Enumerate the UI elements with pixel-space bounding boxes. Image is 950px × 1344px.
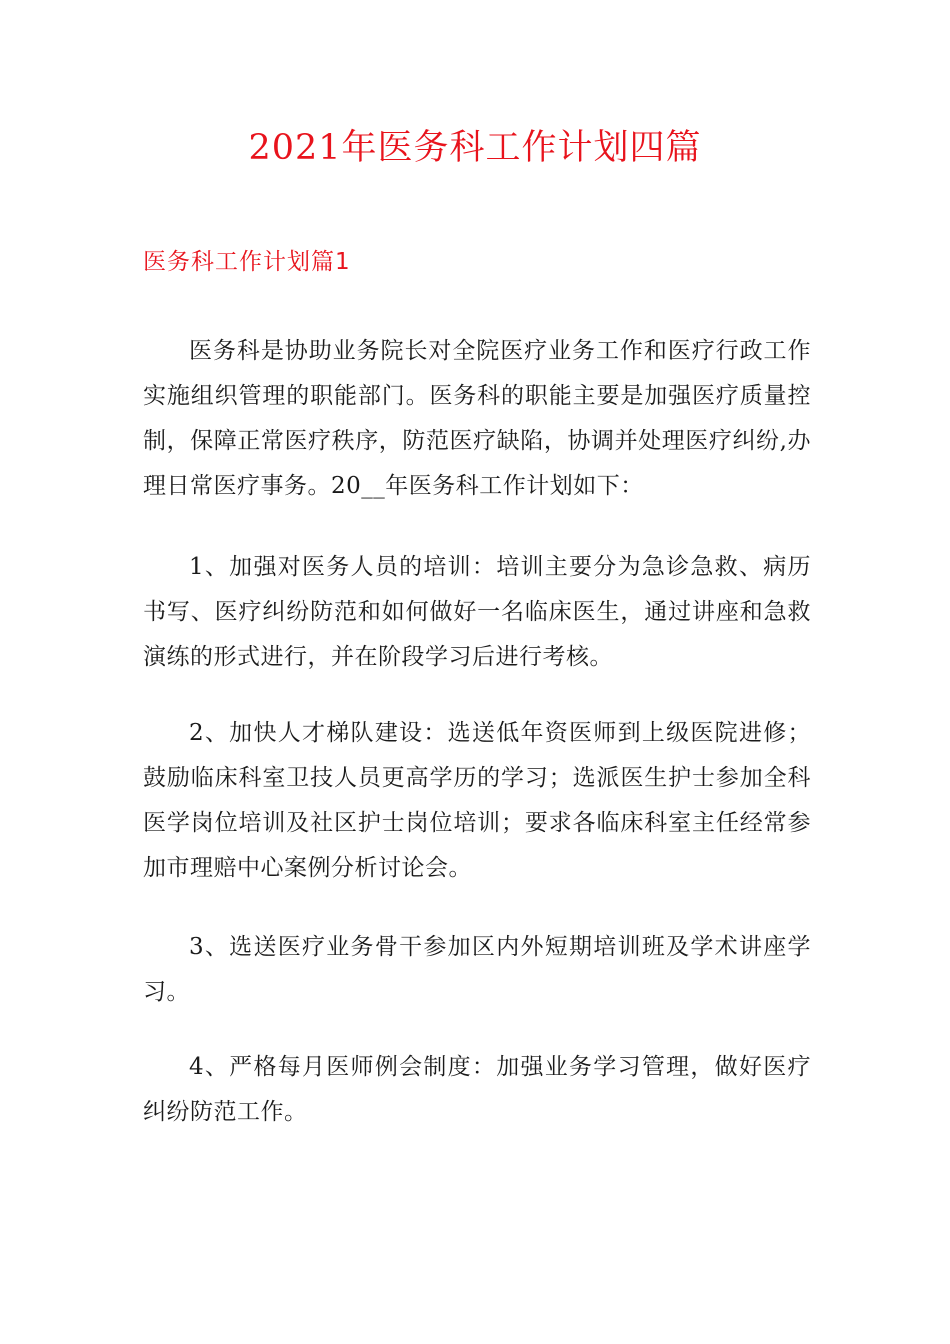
paragraph-item-3: 3、选送医疗业务骨干参加区内外短期培训班及学术讲座学习。 [143,934,811,1005]
paragraph-item-1: 1、加强对医务人员的培训：培训主要分为急诊急救、病历书写、医疗纠纷防范和如何做好一名临床医生，通过讲座和急救演练的形式进行，并在阶段学习后进行考核。 [143,554,811,670]
paragraph-intro: 医务科是协助业务院长对全院医疗业务工作和医疗行政工作实施组织管理的职能部门。医务科的职能主要是加强医疗质量控制，保障正常医疗秩序，防范医疗缺陷，协调并处理医疗纠纷,办理日常医疗事务。20__年医务科工作计划如下： [143,338,811,499]
paragraph-item-2: 2、加快人才梯队建设：选送低年资医师到上级医院进修；鼓励临床科室卫技人员更高学历的学习；选派医生护士参加全科医学岗位培训及社区护士岗位培训；要求各临床科室主任经常参加市理赔中心案例分析讨论会。 [143,720,811,881]
section-heading: 医务科工作计划篇1 [143,249,351,275]
paragraph-item-4: 4、严格每月医师例会制度：加强业务学习管理，做好医疗纠纷防范工作。 [143,1054,811,1125]
document-title: 2021年医务科工作计划四篇 [248,128,702,168]
